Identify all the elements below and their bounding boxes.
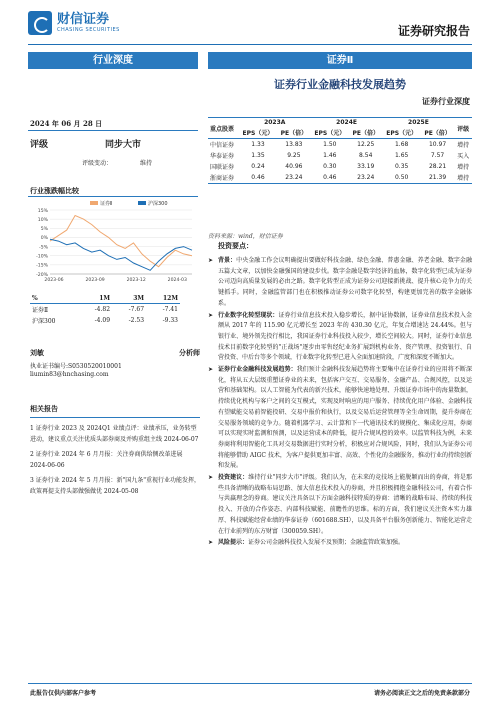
perf-col-header: %: [30, 294, 78, 304]
table-row: [208, 172, 472, 184]
related-title: 相关报告: [30, 405, 58, 413]
key-point-head: 投资建议：: [218, 474, 249, 482]
table-cell: 8.54: [359, 152, 373, 159]
table-cell: 23.24: [277, 172, 311, 184]
key-point: [208, 256, 472, 310]
table-cell: 10.97: [428, 141, 447, 148]
estimates-col-rating: 评级: [454, 118, 472, 139]
table-cell: 1.35: [251, 152, 265, 159]
table-cell: 0.46: [239, 172, 277, 184]
estimates-sub: EPS（元）: [383, 127, 421, 139]
table-cell: -4.82: [94, 306, 111, 313]
key-point: [208, 538, 472, 549]
table-cell: 28.21: [428, 163, 447, 170]
footer-left: 此报告仅供内部客户参考: [30, 690, 97, 697]
table-cell: 33.19: [357, 163, 375, 170]
table-cell: 中信证券: [210, 142, 235, 149]
legend-label: 沪深300: [148, 201, 168, 207]
series-line-0: [50, 216, 192, 267]
estimates-year: 2025E: [383, 118, 455, 128]
y-tick-label: 5%: [40, 227, 48, 233]
key-point-head: 风险提示：: [218, 539, 249, 547]
table-cell: 7.57: [430, 152, 445, 159]
estimates-year: 2024E: [311, 118, 383, 128]
y-tick-label: 15%: [37, 208, 48, 214]
y-tick-label: 10%: [37, 217, 48, 223]
key-point-text: 维持行业"同步大市"评级。我们认为，在未来的竞技场上能脱颖而出的券商，将是那些具备清晰的战略布局思路、加大信息技术投入的券商，并且积极拥抱金融科技公司，有着合作与共赢理念的券商。建议关注具备以下方面金融科技特质的券商：清晰的战略布局、持续的科技投入、开放的合作姿态、内部科技赋能、前瞻性的思维。标的方面，我们建议关注资本实力雄厚、科技赋能经营业绩的华泰证券（601688.SH），以及具备平台服务创新能力、智能化运营走在行业前列的东方财富（300059.SH）。: [218, 474, 472, 535]
estimates-sub: PE（倍）: [421, 127, 455, 139]
table-cell: -2.53: [128, 317, 145, 324]
table-cell: 0.30: [323, 163, 337, 170]
key-point-head: 证券行业金融科技发展趋势：: [218, 366, 297, 374]
estimates-source: 资料来源：wind，财信证券: [208, 233, 283, 240]
table-row: [208, 150, 472, 161]
legend-swatch: [138, 201, 146, 205]
table-cell: 浙商证券: [208, 172, 239, 184]
related-divider: [30, 417, 200, 418]
estimates-table: [208, 117, 472, 184]
key-point-head: 行业数字化转型现状：: [218, 311, 279, 319]
estimates-sub: EPS（元）: [239, 127, 277, 139]
analyst-email[interactable]: liumin83@hnchasing.com: [30, 371, 109, 378]
perf-title: 行业涨跌幅比较: [30, 187, 79, 195]
perf-col-header: 1M: [78, 294, 112, 304]
key-point-text: 证券行业信息技术投入稳步增长，据中证协数据，证券业信息技术投入金额从 2017 年的 115.90 亿元增长至 2023 年的 430.30 亿元，年复合增速达 24.44%。但与银行业、境外领先投行相比，我国证券行业科技投入较少，增长空间较大。同时，证券行业信息技术目前数字化转型的"正战场"逐步由零售经纪业务扩展到机构业务、资产管理、投资银行、自营投资、中后台等多个领域，行业数字化转型已进入全面加速阶段，广度和深度不断加大。: [218, 311, 472, 362]
table-cell: 21.39: [421, 172, 455, 184]
table-cell: 40.96: [285, 163, 303, 170]
estimates-sub: PE（倍）: [277, 127, 311, 139]
perf-table-header: [30, 294, 180, 304]
rating-change-label: 评级变动：: [82, 160, 113, 167]
table-cell: 1.46: [323, 152, 337, 159]
header-divider: [28, 44, 472, 45]
table-cell: 9.25: [287, 152, 301, 159]
table-row: [208, 161, 472, 172]
footer-right: 请务必阅读正文之后的免责条款部分: [373, 690, 470, 697]
report-date: 2024 年 06 月 28 日: [30, 119, 103, 128]
key-point: [208, 473, 472, 537]
date-divider: [28, 130, 198, 131]
table-cell: 证券Ⅱ: [32, 307, 49, 314]
y-tick-label: -15%: [36, 263, 48, 269]
report-type: 证券研究报告: [397, 24, 470, 38]
table-row: [208, 139, 472, 151]
analyst-name: 刘敏: [30, 348, 44, 357]
legend-swatch: [90, 201, 98, 205]
perf-table: [30, 294, 180, 326]
estimates-header-years: [208, 118, 472, 128]
performance-chart: [28, 198, 200, 288]
table-cell: 沪深300: [32, 318, 56, 325]
analyst-cert: 执业证书编号:S0530520010001: [30, 363, 122, 370]
table-cell: -7.67: [128, 306, 145, 313]
company-logo: [28, 10, 138, 36]
key-points-title: 投资要点：: [218, 241, 253, 250]
logo-icon: [28, 11, 52, 35]
company-name-en: CHASING SECURITIES: [57, 27, 120, 33]
key-point-text: 中央金融工作会议明确提出要做好科技金融、绿色金融、普惠金融、养老金融、数字金融五篇大文章，以加快金融强国的建设步伐。数字金融是数字经济的血脉，数字化转型已成为证券公司迈向高质量发展的必由之路。数字化转型正成为证券公司迎接新挑战、提升核心竞争力的关键抓手。同时，金融监管部门也在积极推动证券公司数字化转型，构建更加完善的数字金融体系。: [218, 257, 472, 307]
table-cell: 13.83: [285, 141, 303, 148]
table-cell: 0.35: [394, 163, 409, 170]
estimates-sub: EPS（元）: [311, 127, 349, 139]
table-cell: 华泰证券: [210, 153, 235, 160]
rating-value: 同步大市: [105, 140, 142, 150]
table-cell: 12.25: [357, 141, 375, 148]
related-item[interactable]: 3 证券行业 2024 年 5 月月报：新"国九条"重视行业功能发挥，政策再提支持头部做强做优 2024-05-08: [30, 477, 200, 495]
key-point-text: 我们预计金融科技发展趋势将主要集中在证券行业的应用将不断深化，将从五大层级重塑证券业的未来，包括客户交互、交易服务、金融产品、合规风控，以及运营和基础架构。以人工智能为代表的新兴技术，能够快速地处理、升级证券市场中的海量数据，持续优化机构与客户之间的交互模式，实现及时响应的用户服务、持续优化用户体验、金融科技有望赋能交易前智能投研、交易中报价和执行，以及交易后运营管理等全生命周期，提升券商在交易服务领域的竞争力。随着机器学习、云计算和下一代通讯技术的规模化、集成化应用，券商可以实现实时监测和预测，以及运营成本的降低，提升合规风控的效率。以监管科技为例，未来券商将利用智能化工具对交易数据进行实时分析，积极应对合规风险，同时，我们认为证券公司将能够借助 AIGC 技术，为客户提供更加丰富、高效、个性化的金融服务，推动行业的持续创新和发展。: [218, 366, 472, 470]
table-row: [30, 315, 180, 326]
related-item[interactable]: 2 证券行业 2024 年 6 月月报：关注券商供给侧改革进展 2024-06-06: [30, 451, 183, 469]
banner-right: 证券Ⅱ: [208, 52, 472, 69]
related-reports: [30, 404, 200, 501]
y-tick-label: -20%: [36, 272, 48, 278]
x-tick-label: 2023-12: [126, 278, 146, 283]
y-tick-label: -5%: [39, 245, 48, 251]
page-title: 证券行业金融科技发展趋势: [274, 78, 406, 91]
table-cell: -7.41: [162, 306, 178, 313]
table-cell: 0.24: [251, 163, 265, 170]
analyst-block: [30, 348, 200, 378]
table-cell: 1.65: [394, 152, 409, 159]
analyst-title: 分析师: [179, 348, 200, 357]
key-point-text: 证券公司金融科技投入发展不及预期；金融监管政策加强。: [248, 539, 405, 547]
rating-type: 证券行业深度: [422, 97, 470, 106]
x-tick-label: 2024-03: [167, 278, 187, 283]
key-point-head: 背景：: [218, 257, 237, 264]
key-points-body: [208, 256, 472, 549]
x-tick-label: 2023-09: [85, 278, 105, 283]
table-cell: 1.33: [251, 141, 265, 148]
estimates-header-sub: [208, 127, 472, 139]
key-point: [208, 365, 472, 472]
perf-divider: [28, 196, 198, 197]
x-tick-label: 2023-06: [44, 278, 64, 283]
table-cell: 1.50: [323, 141, 337, 148]
table-cell: 0.50: [383, 172, 421, 184]
estimates-col-stock: 重点股票: [208, 118, 239, 139]
estimates-year: 2023A: [239, 118, 311, 128]
perf-col-header: 3M: [112, 294, 146, 304]
table-cell: -4.09: [94, 317, 111, 324]
perf-col-header: 12M: [146, 294, 180, 304]
company-name-cn: 财信证券: [57, 12, 110, 27]
table-cell: 0.46: [311, 172, 349, 184]
footer-divider: [28, 683, 472, 684]
rating-change-value: 维持: [140, 160, 153, 167]
table-cell: 增持: [457, 164, 470, 171]
table-cell: 国联证券: [210, 164, 235, 171]
table-cell: -9.33: [162, 317, 178, 324]
legend-label: 证券Ⅱ: [100, 201, 113, 207]
table-row: [30, 304, 180, 316]
banner-left: 行业深度: [28, 52, 198, 69]
rating-label: 评级: [30, 140, 49, 150]
y-tick-label: 0%: [40, 236, 48, 242]
table-cell: 增持: [457, 142, 470, 149]
table-cell: 增持: [454, 172, 472, 184]
estimates-sub: PE（倍）: [349, 127, 383, 139]
key-point: [208, 311, 472, 365]
table-cell: 买入: [457, 153, 470, 160]
related-item[interactable]: 1 证券行业 2023 及 2024Q1 业绩点评：业绩承压，业务转型进动，建议重点关注优质头部券商及并购重组主线 2024-06-07: [30, 425, 199, 443]
table-cell: 1.68: [394, 141, 409, 148]
table-cell: 23.24: [349, 172, 383, 184]
y-tick-label: -10%: [36, 254, 48, 260]
